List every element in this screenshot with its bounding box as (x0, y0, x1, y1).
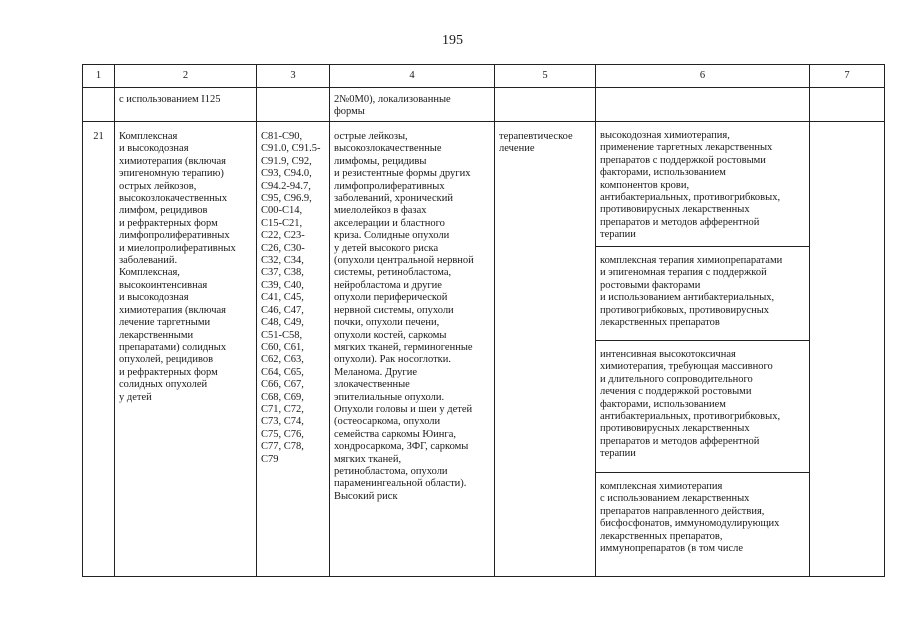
text-line: терапии (600, 229, 636, 241)
text-line: комплексная терапия химиопрепаратами (600, 255, 783, 266)
treatment-type-text (495, 122, 595, 156)
text-line: бисфосфонатов, иммуномодулирующих (600, 518, 780, 530)
continuation-model-text (330, 88, 494, 119)
text-line: криза. Солидные опухоли (334, 230, 450, 242)
text-line: у детей высокого риска (334, 242, 439, 254)
text-line: химиотерапия (включая (119, 155, 226, 167)
text-line: факторами, использованием (600, 167, 726, 179)
text-line: C66, C67, (261, 379, 304, 391)
text-line: опухоли). Рак носоглотки. (334, 354, 452, 366)
text-line: C51-C58, (261, 329, 303, 341)
text-line: C39, C40, (261, 279, 304, 291)
text-line: лимфомы, рецидивы (334, 155, 427, 167)
text-line: препаратами) солидных (119, 341, 227, 353)
care-type-text (115, 122, 256, 404)
text-line: с использованием лекарственных (600, 493, 750, 505)
text-line: Комплексная, (119, 267, 180, 279)
text-line: и использованием антибактериальных, (600, 292, 775, 304)
text-line: Высокий риск (334, 490, 398, 502)
continuation-row (83, 88, 885, 122)
text-line: и высокодозная (119, 292, 189, 304)
text-line: (опухоли центральной нервной (334, 255, 474, 267)
text-line: C62, C63, (261, 354, 304, 366)
column-number-4: 4 (330, 65, 495, 88)
text-line: противовирусных лекарственных (600, 204, 750, 216)
medical-care-table (82, 64, 885, 577)
text-line: C73, C74, (261, 416, 304, 428)
text-line: семейства саркомы Юинга, (334, 428, 456, 440)
text-line: лечение таргетными (119, 317, 211, 329)
text-line: формы (334, 106, 365, 118)
treatment-method-3 (596, 341, 809, 473)
text-line: акселерации и бластного (334, 217, 445, 229)
treatment-method-2 (596, 247, 809, 341)
text-line: Меланома. Другие (334, 366, 418, 378)
continuation-text: с использованием I125 (119, 94, 221, 105)
text-line: лимфопролиферативных (334, 180, 445, 192)
text-line: нейробластома и другие (334, 279, 442, 291)
text-line: препаратов и методов афферентной (600, 216, 760, 228)
text-line: C93, C94.0, (261, 168, 312, 180)
text-line: высокозлокачественных (119, 193, 228, 205)
text-line: и миелопролиферативных (119, 242, 236, 254)
column-number-5: 5 (495, 65, 596, 88)
text-line: антибактериальных, противогрибковых, (600, 192, 781, 204)
care-type-cell (115, 122, 257, 577)
text-line: C32, C34, (261, 255, 304, 267)
text-line: препаратов с поддержкой ростовыми (600, 154, 766, 166)
text-line: Опухоли головы и шеи у детей (334, 403, 473, 415)
text-line: солидных опухолей (119, 379, 208, 391)
text-line: заболеваний, хронический (334, 193, 453, 205)
continuation-cell-5 (495, 88, 596, 122)
patient-model-cell (330, 122, 495, 577)
column-number-6: 6 (596, 65, 810, 88)
patient-model-text (330, 122, 494, 503)
text-line: миелолейкоз в фазах (334, 205, 427, 217)
text-line: C68, C69, (261, 391, 304, 403)
text-line: препаратов и методов афферентной (600, 435, 760, 447)
text-line: C94.2-94.7, (261, 180, 311, 192)
text-line: C22, C23- (261, 230, 305, 242)
text-line: почки, опухоли печени, (334, 317, 440, 329)
text-line: C75, C76, (261, 428, 304, 440)
text-line: лекарственных препаратов, (600, 530, 723, 542)
text-line: C91.0, C91.5- (261, 143, 321, 155)
text-line: C26, C30- (261, 242, 305, 254)
text-line: злокачественные (334, 379, 410, 391)
text-line: терапии (600, 448, 636, 460)
text-line: C46, C47, (261, 304, 304, 316)
text-line: C15-C21, (261, 217, 303, 229)
text-line: лечение (499, 143, 535, 155)
continuation-cell-4 (330, 88, 495, 122)
text-line: опухолей, рецидивов (119, 354, 214, 366)
text-line: комплексная химиотерапия (600, 481, 723, 492)
text-line: и рефрактерных форм (119, 217, 218, 229)
text-line: эпигеномную терапию) (119, 168, 224, 180)
text-line: лечения с поддержкой ростовыми (600, 386, 752, 398)
text-line: терапевтическое (499, 131, 573, 142)
text-line: опухоли костей, саркомы (334, 329, 447, 341)
continuation-cell-3 (257, 88, 330, 122)
column-number-7: 7 (810, 65, 885, 88)
column-number-3: 3 (257, 65, 330, 88)
text-line: ретинобластома, опухоли (334, 465, 448, 477)
text-line: факторами, использованием (600, 398, 726, 410)
text-line: C60, C61, (261, 341, 304, 353)
text-line: C77, C78, (261, 441, 304, 453)
text-line: антибактериальных, противогрибковых, (600, 411, 781, 423)
text-line: Комплексная (119, 131, 178, 142)
table-row (83, 122, 885, 577)
text-line: и высокодозная (119, 143, 189, 155)
text-line: высокоинтенсивная (119, 279, 208, 291)
text-line: острых лейкозов, (119, 180, 197, 192)
text-line: лекарственных препаратов (600, 317, 720, 329)
text-line: острые лейкозы, (334, 131, 408, 142)
continuation-cell-1 (83, 88, 115, 122)
column-number-2: 2 (115, 65, 257, 88)
text-line: (остеосаркома, опухоли (334, 416, 441, 428)
treatment-type-cell (495, 122, 596, 577)
text-line: лимфом, рецидивов (119, 205, 208, 217)
text-line: ростовыми факторами (600, 279, 701, 291)
text-line: высокодозная химиотерапия, (600, 130, 730, 141)
treatment-methods-cell (596, 122, 810, 577)
text-line: системы, ретинобластома, (334, 267, 452, 279)
text-line: у детей (119, 391, 152, 403)
text-line: C41, C45, (261, 292, 304, 304)
continuation-cell-7 (810, 88, 885, 122)
text-line: эпителиальные опухоли. (334, 391, 445, 403)
text-line: 2№0M0), локализованные (334, 94, 451, 105)
text-line: C79 (261, 453, 279, 465)
column-number-row (83, 65, 885, 88)
text-line: C95, C96.9, (261, 193, 312, 205)
text-line: компонентов крови, (600, 179, 690, 191)
treatment-method-4 (596, 473, 809, 555)
text-line: химиотерапия (включая (119, 304, 226, 316)
diagnosis-codes-text (257, 122, 329, 466)
text-line: применение таргетных лекарственных (600, 142, 773, 154)
text-line: C00-C14, (261, 205, 303, 217)
text-line: опухоли периферической (334, 292, 448, 304)
text-line: C81-C90, (261, 131, 303, 142)
text-line: высокозлокачественные (334, 143, 442, 155)
text-line: C64, C65, (261, 366, 304, 378)
text-line: нервной системы, опухоли (334, 304, 454, 316)
text-line: и резистентные формы других (334, 168, 471, 180)
text-line: интенсивная высокотоксичная (600, 349, 736, 360)
text-line: параменингеальной области). (334, 478, 467, 490)
treatment-method-1 (596, 122, 809, 247)
text-line: лекарственными (119, 329, 194, 341)
text-line: заболеваний. (119, 255, 178, 267)
text-line: противовирусных лекарственных (600, 423, 750, 435)
text-line: и эпигеномная терапия с поддержкой (600, 267, 767, 279)
text-line: C37, C38, (261, 267, 304, 279)
text-line: C91.9, C92, (261, 155, 312, 167)
text-line: мягких тканей, (334, 453, 402, 465)
text-line: лимфопролиферативных (119, 230, 230, 242)
text-line: C48, C49, (261, 317, 304, 329)
text-line: иммунопрепаратов (в том числе (600, 543, 744, 555)
text-line: препаратов направленного действия, (600, 505, 765, 517)
text-line: мягких тканей, герминогенные (334, 341, 473, 353)
text-line: хондросаркома, ЗФГ, саркомы (334, 441, 469, 453)
page-number: 195 (442, 33, 463, 48)
continuation-cell-6 (596, 88, 810, 122)
row-number: 21 (93, 131, 104, 142)
column-number-1: 1 (83, 65, 115, 88)
text-line: и длительного сопроводительного (600, 373, 753, 385)
text-line: химиотерапия, требующая массивного (600, 361, 773, 373)
text-line: C71, C72, (261, 403, 304, 415)
row-number-cell (83, 122, 115, 577)
text-line: и рефрактерных форм (119, 366, 218, 378)
continuation-cell-2 (115, 88, 257, 122)
diagnosis-codes-cell (257, 122, 330, 577)
cost-cell (810, 122, 885, 577)
text-line: противогрибковых, противовирусных (600, 304, 770, 316)
